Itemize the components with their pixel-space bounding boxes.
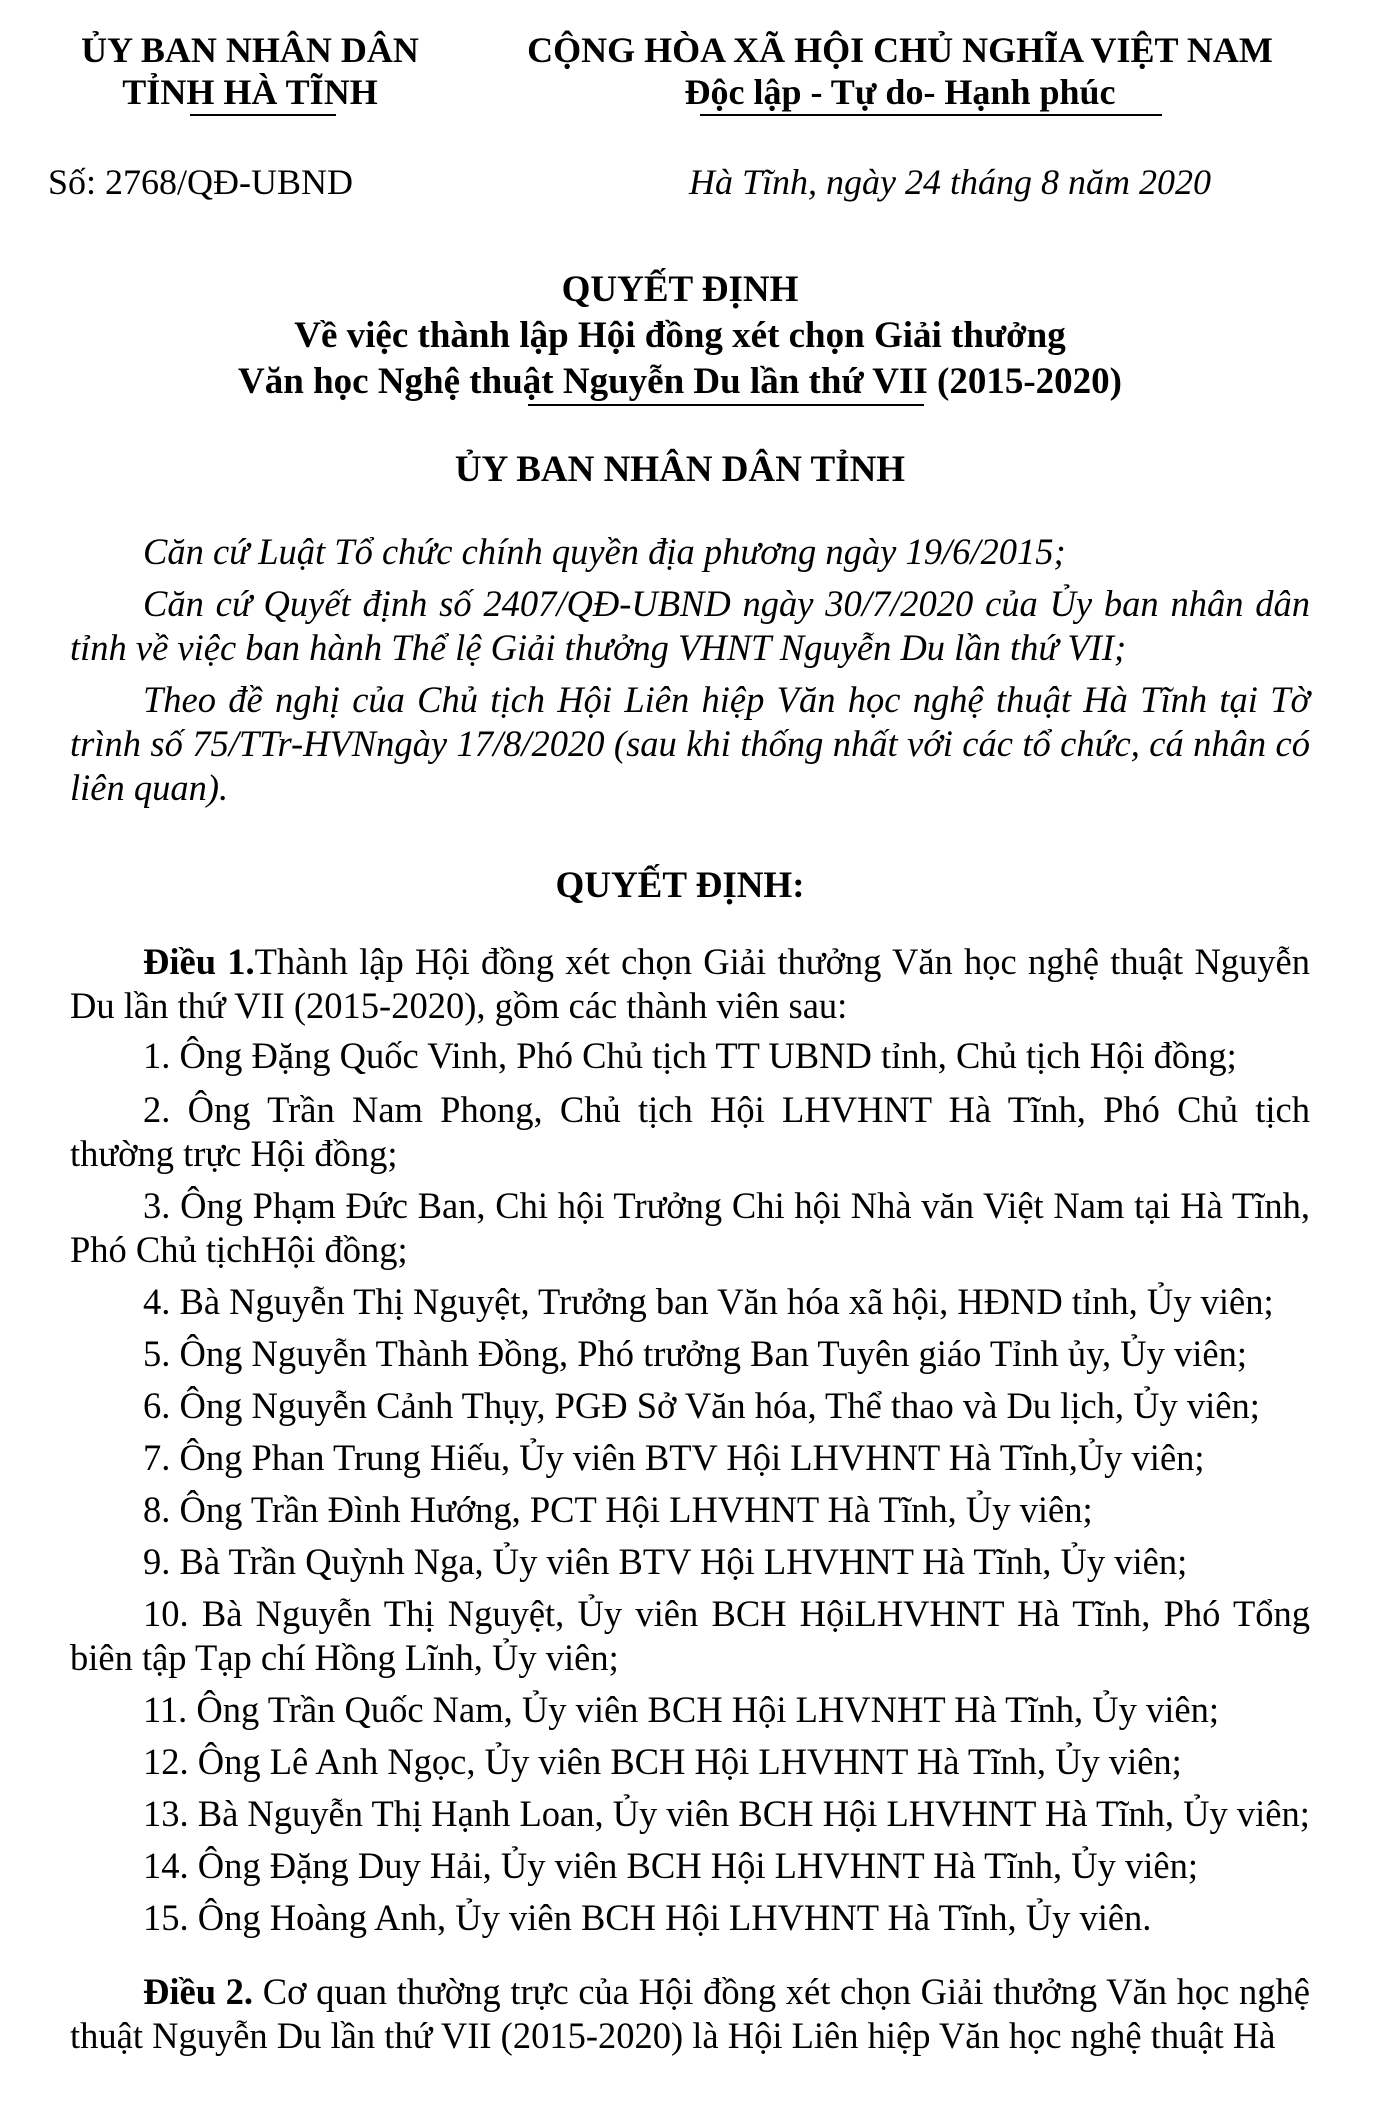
issuer-name: ỦY BAN NHÂN DÂN [81,30,419,70]
article-1 [70,940,1310,1028]
member-item: 13. Bà Nguyễn Thị Hạnh Loan, Ủy viên BCH Hội LHVHNT Hà Tĩnh, Ủy viên; [143,1793,1310,1834]
member-item: 15. Ông Hoàng Anh, Ủy viên BCH Hội LHVHNT Hà Tĩnh, Ủy viên. [143,1897,1152,1938]
decision-heading: QUYẾT ĐỊNH: [555,865,805,906]
document-title: QUYẾT ĐỊNH [561,269,799,310]
member-item: 8. Ông Trần Đình Hướng, PCT Hội LHVHNT Hà Tĩnh, Ủy viên; [143,1489,1093,1530]
national-motto: Độc lập - Tự do- Hạnh phúc [684,72,1116,112]
legal-basis-3: Theo đề nghị của Chủ tịch Hội Liên hiệp Văn học nghệ thuật Hà Tĩnh tại Tờ trình số 75/TTr-HVNngày 17/8/2020 (sau khi thống nhất với các tổ chức, cá nhân có liên quan). [70,679,1310,808]
member-item: 11. Ông Trần Quốc Nam, Ủy viên BCH Hội LHVNHT Hà Tĩnh, Ủy viên; [143,1689,1220,1730]
document-subject-line1: Về việc thành lập Hội đồng xét chọn Giải thưởng [294,315,1066,356]
legal-basis-1: Căn cứ Luật Tổ chức chính quyền địa phương ngày 19/6/2015; [143,531,1066,572]
issuing-authority: ỦY BAN NHÂN DÂN TỈNH [454,449,906,490]
title-underline [528,404,924,406]
article-2-label: Điều 2. [143,1971,254,2012]
national-title: CỘNG HÒA XÃ HỘI CHỦ NGHĨA VIỆT NAM [527,30,1273,70]
article-2-text: Cơ quan thường trực của Hội đồng xét chọn Giải thưởng Văn học nghệ thuật Nguyễn Du lần thứ VII (2015-2020) là Hội Liên hiệp Văn học nghệ thuật Hà [70,1971,1311,2056]
article-1-text: Thành lập Hội đồng xét chọn Giải thưởng Văn học nghệ thuật Nguyễn Du lần thứ VII (2015-2020), gồm các thành viên sau: [70,941,1311,1026]
issuer-underline [190,114,336,116]
member-item: 10. Bà Nguyễn Thị Nguyệt, Ủy viên BCH HộiLHVHNT Hà Tĩnh, Phó Tổng biên tập Tạp chí Hồng Lĩnh, Ủy viên; [70,1593,1310,1678]
member-item: 2. Ông Trần Nam Phong, Chủ tịch Hội LHVHNT Hà Tĩnh, Phó Chủ tịch thường trực Hội đồng; [70,1089,1310,1174]
article-2 [70,1970,1310,2058]
member-item: 4. Bà Nguyễn Thị Nguyệt, Trưởng ban Văn hóa xã hội, HĐND tỉnh, Ủy viên; [143,1281,1274,1322]
place-date: Hà Tĩnh, ngày 24 tháng 8 năm 2020 [689,162,1211,202]
motto-underline [700,114,1162,116]
member-item: 7. Ông Phan Trung Hiếu, Ủy viên BTV Hội LHVHNT Hà Tĩnh,Ủy viên; [143,1437,1205,1478]
issuer-province: TỈNH HÀ TĨNH [122,72,378,112]
document-subject-line2: Văn học Nghệ thuật Nguyễn Du lần thứ VII (2015-2020) [238,361,1122,402]
article-1-label: Điều 1. [143,941,255,982]
member-item: 3. Ông Phạm Đức Ban, Chi hội Trưởng Chi hội Nhà văn Việt Nam tại Hà Tĩnh, Phó Chủ tịchHội đồng; [70,1185,1310,1270]
member-item: 9. Bà Trần Quỳnh Nga, Ủy viên BTV Hội LHVHNT Hà Tĩnh, Ủy viên; [143,1541,1188,1582]
legal-basis-2: Căn cứ Quyết định số 2407/QĐ-UBND ngày 30/7/2020 của Ủy ban nhân dân tỉnh về việc ban hành Thể lệ Giải thưởng VHNT Nguyễn Du lần thứ VII; [70,583,1310,668]
member-item: 1. Ông Đặng Quốc Vinh, Phó Chủ tịch TT UBND tỉnh, Chủ tịch Hội đồng; [143,1035,1237,1076]
member-item: 12. Ông Lê Anh Ngọc, Ủy viên BCH Hội LHVHNT Hà Tĩnh, Ủy viên; [143,1741,1182,1782]
document-number: Số: 2768/QĐ-UBND [48,162,354,202]
member-item: 5. Ông Nguyễn Thành Đồng, Phó trưởng Ban Tuyên giáo Tỉnh ủy, Ủy viên; [143,1333,1247,1374]
member-item: 14. Ông Đặng Duy Hải, Ủy viên BCH Hội LHVHNT Hà Tĩnh, Ủy viên; [143,1845,1199,1886]
member-item: 6. Ông Nguyễn Cảnh Thụy, PGĐ Sở Văn hóa, Thể thao và Du lịch, Ủy viên; [143,1385,1260,1426]
